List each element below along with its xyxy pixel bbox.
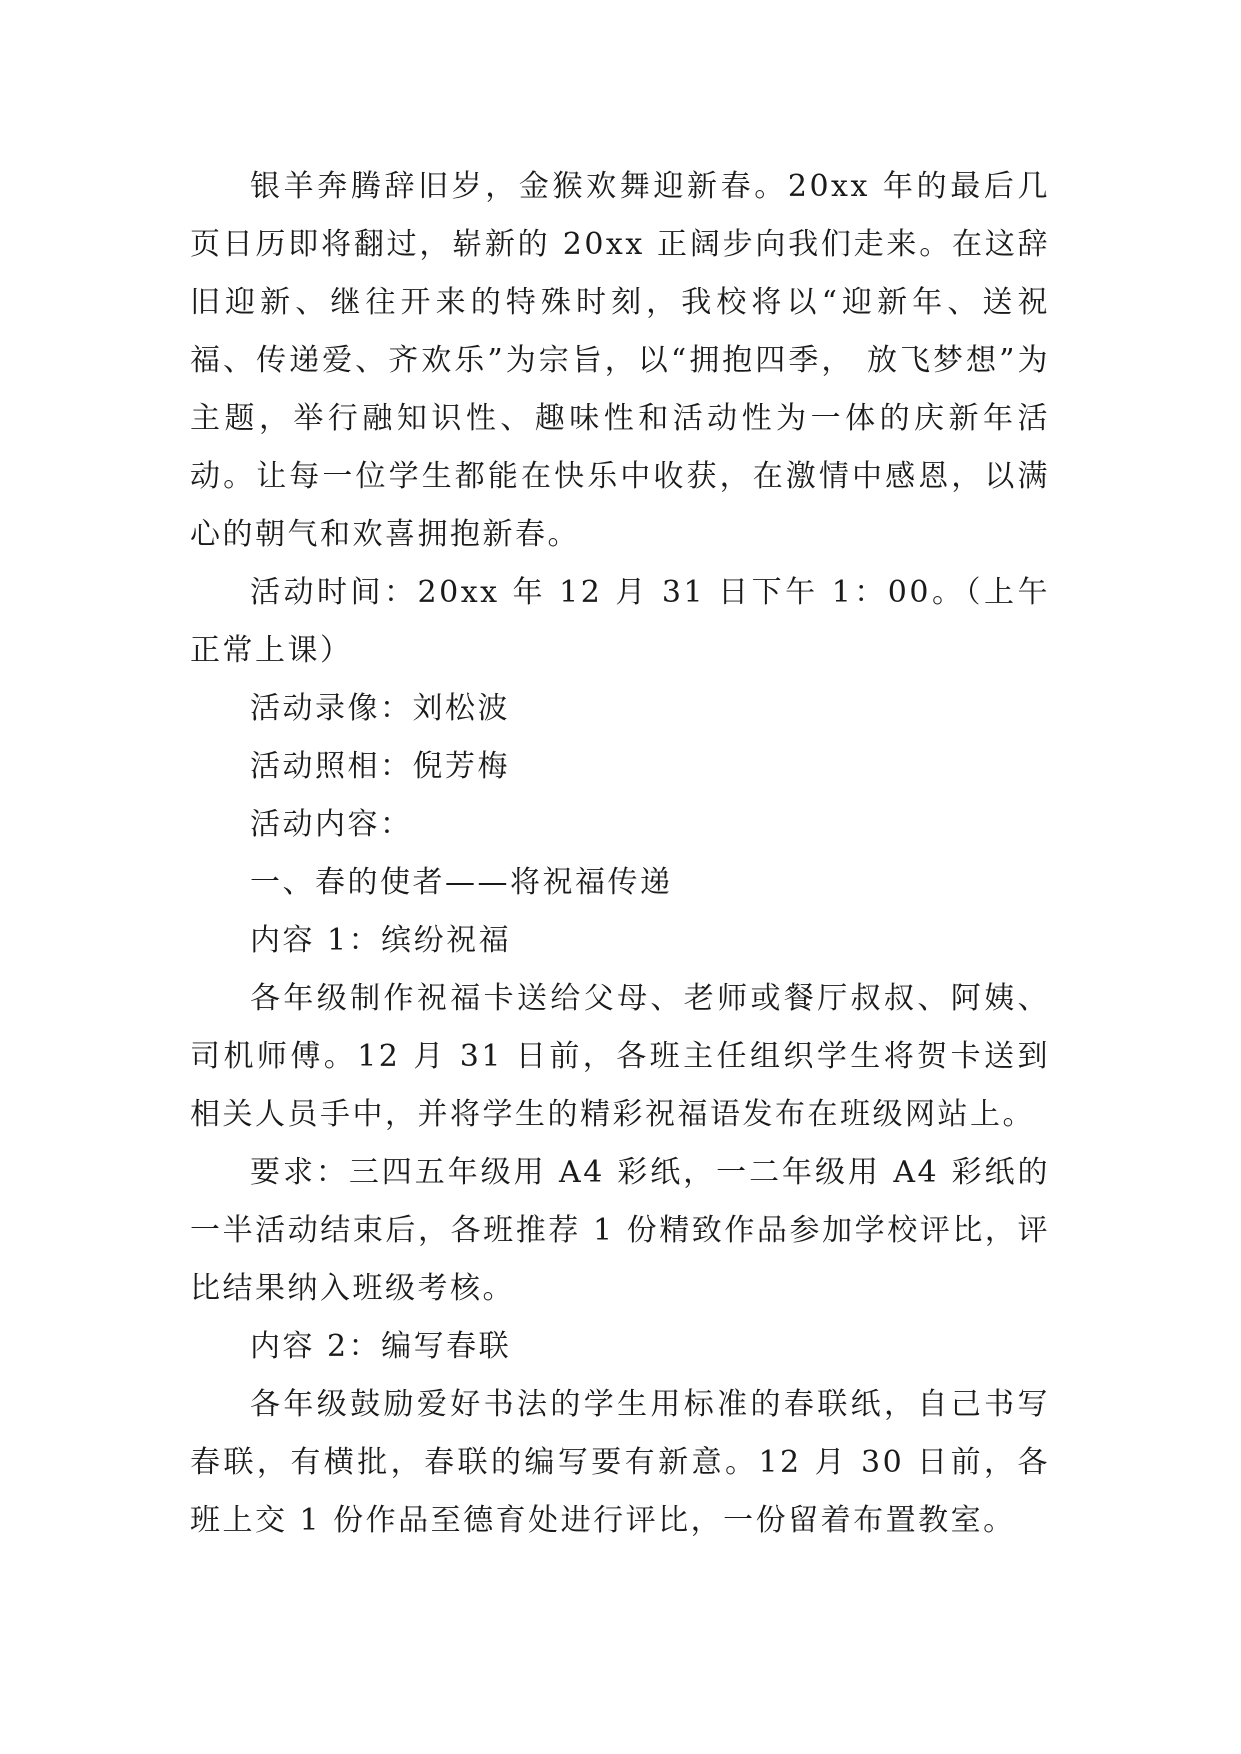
content-1-heading: 内容 1：缤纷祝福 [250,923,512,958]
activity-video: 活动录像：刘松波 [250,691,510,726]
activity-photo: 活动照相：倪芳梅 [250,749,510,784]
activity-time: 活动时间：20xx 年 12 月 31 日下午 1：00。（上午正常上课） [190,575,1050,668]
section-one-heading: 一、春的使者——将祝福传递 [250,865,673,900]
intro-paragraph: 银羊奔腾辞旧岁，金猴欢舞迎新春。20xx 年的最后几页日历即将翻过，崭新的 20xx 正阔步向我们走来。在这辞旧迎新、继往开来的特殊时刻，我校将以“迎新年、送祝福、传递爱、齐欢乐”为宗旨，以“拥抱四季， 放飞梦想”为主题，举行融知识性、趣味性和活动性为一体的庆新年活动。让每一位学生都能在快乐中收获，在激情中感恩，以满心的朝气和欢喜拥抱新春。 [190,169,1050,552]
content-1-paragraph: 各年级制作祝福卡送给父母、老师或餐厅叔叔、阿姨、司机师傅。12 月 31 日前，各班主任组织学生将贺卡送到相关人员手中，并将学生的精彩祝福语发布在班级网站上。 [190,981,1050,1132]
activity-content-heading: 活动内容： [250,807,413,842]
document-body [190,158,1050,1550]
requirements-paragraph: 要求：三四五年级用 A4 彩纸，一二年级用 A4 彩纸的一半活动结束后，各班推荐 1 份精致作品参加学校评比，评比结果纳入班级考核。 [190,1155,1050,1306]
content-2-heading: 内容 2：编写春联 [250,1329,512,1364]
content-2-paragraph: 各年级鼓励爱好书法的学生用标准的春联纸，自己书写春联，有横批，春联的编写要有新意。12 月 30 日前，各班上交 1 份作品至德育处进行评比，一份留着布置教室。 [190,1387,1050,1538]
